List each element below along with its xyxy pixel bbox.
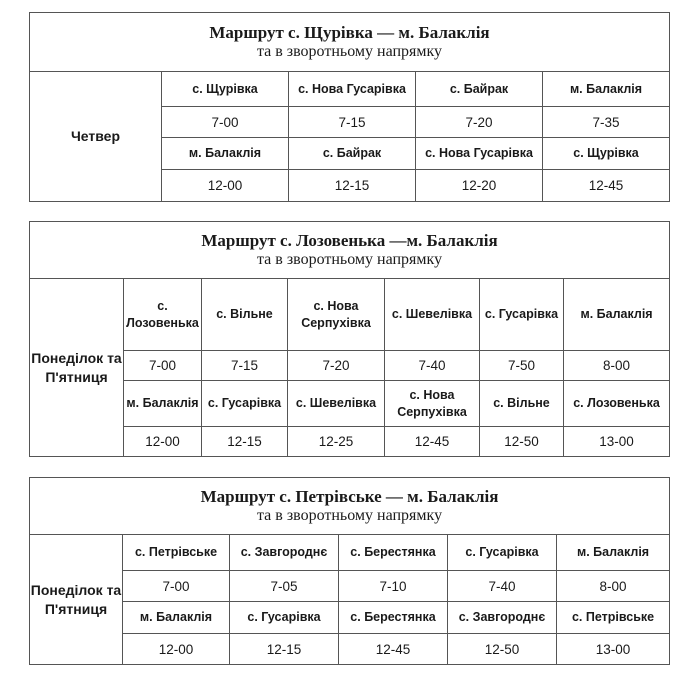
- outbound-stop: м. Балаклія: [557, 535, 670, 571]
- outbound-stop: с. Вільне: [202, 279, 288, 351]
- return-stop: м. Балаклія: [124, 381, 202, 427]
- outbound-time: 7-15: [202, 351, 288, 381]
- route-table-petrivske: [29, 477, 670, 665]
- return-stop: м. Балаклія: [162, 138, 289, 170]
- route-title: Маршрут с. Щурівка — м. Балаклія: [209, 23, 490, 42]
- return-time: 13-00: [557, 634, 670, 665]
- return-stop: с. Завгороднє: [448, 602, 557, 634]
- outbound-stop: м. Балаклія: [543, 72, 670, 107]
- outbound-time: 8-00: [557, 571, 670, 602]
- return-stop: с. Нова Серпухівка: [385, 381, 480, 427]
- return-stop: с. Петрівське: [557, 602, 670, 634]
- outbound-stop: с. Гусарівка: [448, 535, 557, 571]
- outbound-stop: м. Балаклія: [564, 279, 670, 351]
- outbound-time: 7-10: [339, 571, 448, 602]
- outbound-stop: с. Нова Серпухівка: [288, 279, 385, 351]
- route-title: Маршрут с. Лозовенька —м. Балаклія: [201, 231, 498, 250]
- outbound-time: 7-40: [448, 571, 557, 602]
- outbound-time: 7-00: [123, 571, 230, 602]
- route-table-shchurivka: [29, 12, 670, 202]
- outbound-stop: с. Гусарівка: [480, 279, 564, 351]
- return-time: 12-50: [480, 427, 564, 457]
- return-stop: с. Берестянка: [339, 602, 448, 634]
- route-table-lozovenka: [29, 221, 670, 457]
- return-stop: с. Гусарівка: [202, 381, 288, 427]
- return-time: 12-15: [289, 170, 416, 202]
- outbound-stop: с. Шевелівка: [385, 279, 480, 351]
- outbound-time: 7-00: [162, 107, 289, 138]
- return-time: 12-20: [416, 170, 543, 202]
- outbound-stop: с. Берестянка: [339, 535, 448, 571]
- return-time: 12-00: [124, 427, 202, 457]
- route-header: [30, 478, 670, 535]
- return-stop: с. Нова Гусарівка: [416, 138, 543, 170]
- return-time: 12-00: [123, 634, 230, 665]
- outbound-time: 7-40: [385, 351, 480, 381]
- return-time: 12-45: [385, 427, 480, 457]
- outbound-stop: с. Нова Гусарівка: [289, 72, 416, 107]
- schedule-day: Понеділок та П'ятниця: [30, 535, 123, 665]
- route-subtitle: та в зворотньому напрямку: [256, 507, 443, 524]
- outbound-time: 7-20: [416, 107, 543, 138]
- return-time: 13-00: [564, 427, 670, 457]
- schedule-day: Четвер: [30, 72, 162, 202]
- schedule-day: Понеділок та П'ятниця: [30, 279, 124, 457]
- outbound-time: 7-35: [543, 107, 670, 138]
- route-subtitle: та в зворотньому напрямку: [256, 251, 443, 268]
- outbound-time: 8-00: [564, 351, 670, 381]
- outbound-stop: с. Петрівське: [123, 535, 230, 571]
- outbound-time: 7-20: [288, 351, 385, 381]
- route-subtitle: та в зворотньому напрямку: [256, 43, 443, 60]
- outbound-stop: с. Завгороднє: [230, 535, 339, 571]
- outbound-time: 7-50: [480, 351, 564, 381]
- return-stop: с. Щурівка: [543, 138, 670, 170]
- return-time: 12-45: [543, 170, 670, 202]
- return-stop: с. Шевелівка: [288, 381, 385, 427]
- outbound-stop: с. Лозовенька: [124, 279, 202, 351]
- return-stop: с. Байрак: [289, 138, 416, 170]
- outbound-stop: с. Байрак: [416, 72, 543, 107]
- return-time: 12-15: [202, 427, 288, 457]
- return-time: 12-00: [162, 170, 289, 202]
- route-header: [30, 13, 670, 72]
- return-time: 12-25: [288, 427, 385, 457]
- return-stop: с. Лозовенька: [564, 381, 670, 427]
- return-stop: м. Балаклія: [123, 602, 230, 634]
- return-time: 12-50: [448, 634, 557, 665]
- return-time: 12-15: [230, 634, 339, 665]
- outbound-stop: с. Щурівка: [162, 72, 289, 107]
- route-header: [30, 222, 670, 279]
- return-stop: с. Гусарівка: [230, 602, 339, 634]
- return-time: 12-45: [339, 634, 448, 665]
- return-stop: с. Вільне: [480, 381, 564, 427]
- outbound-time: 7-15: [289, 107, 416, 138]
- outbound-time: 7-00: [124, 351, 202, 381]
- outbound-time: 7-05: [230, 571, 339, 602]
- route-title: Маршрут с. Петрівське — м. Балаклія: [200, 487, 499, 506]
